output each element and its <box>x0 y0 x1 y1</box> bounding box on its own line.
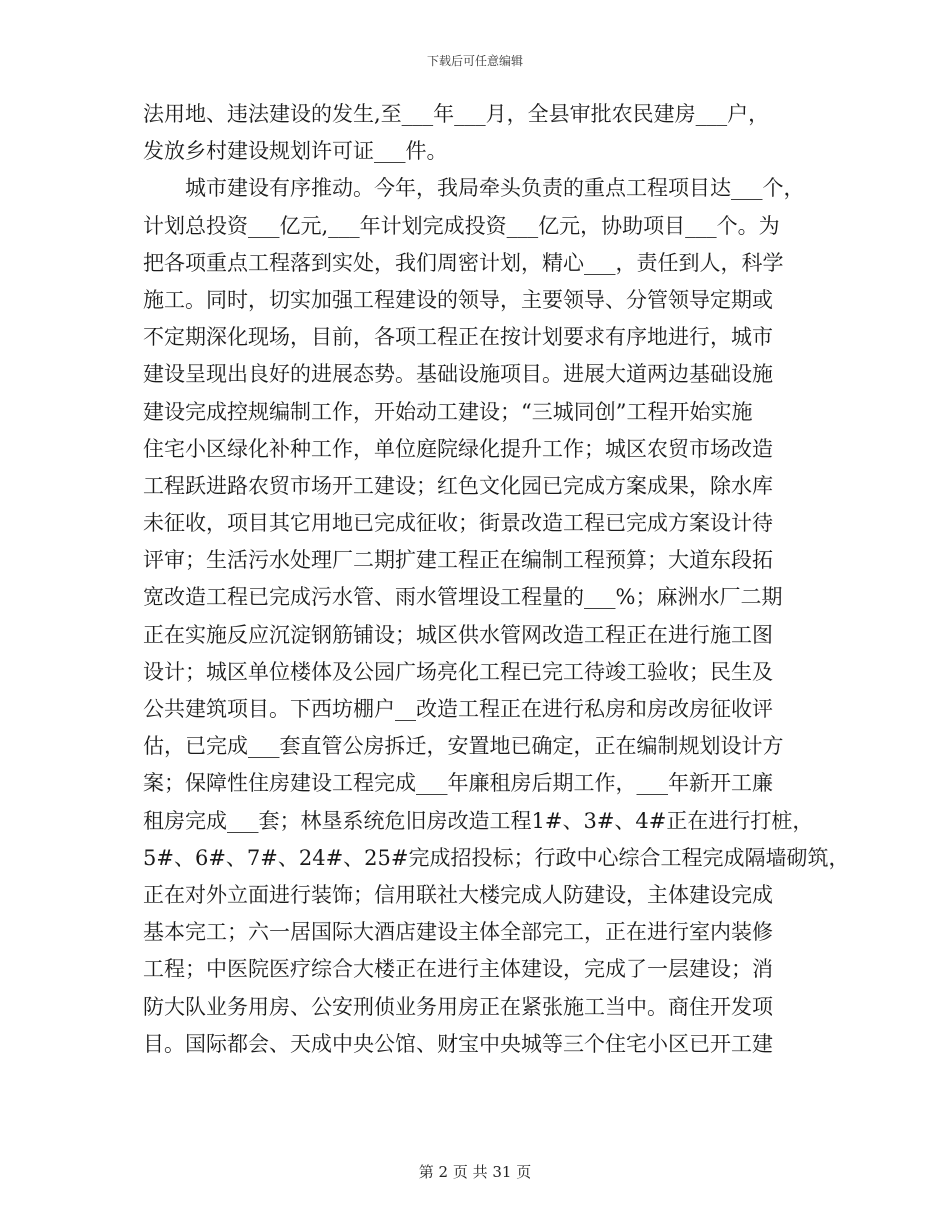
text-line: 正在实施反应沉淀钢筋铺设；城区供水管网改造工程正在进行施工图 <box>143 622 773 647</box>
text-line: 租房完成___套；林垦系统危旧房改造工程1#、3#、4#正在进行打桩， <box>143 808 814 833</box>
text-line: 5#、6#、7#、24#、25#完成招投标；行政中心综合工程完成隔墙砌筑， <box>143 845 850 870</box>
text-line: 工程；中医院医疗综合大楼正在进行主体建设，完成了一层建设；消 <box>143 957 773 982</box>
document-body <box>143 96 850 1063</box>
text-line: 防大队业务用房、公安刑侦业务用房正在紧张施工当中。商住开发项 <box>143 994 773 1019</box>
text-line: 宽改造工程已完成污水管、雨水管埋设工程量的___%；麻洲水厂二期 <box>143 585 783 610</box>
text-line: 施工。同时，切实加强工程建设的领导，主要领导、分管领导定期或 <box>143 287 773 312</box>
text-line: 未征收，项目其它用地已完成征收；街景改造工程已完成方案设计待 <box>143 511 773 536</box>
text-line: 法用地、违法建设的发生,至___年___月，全县审批农民建房___户， <box>143 102 770 126</box>
text-line: 设计；城区单位楼体及公园广场亮化工程已完工待竣工验收；民生及 <box>143 659 773 684</box>
page-header: 下载后可任意编辑 <box>426 54 523 68</box>
text-line: 建设完成控规编制工作，开始动工建设；“三城同创”工程开始实施 <box>143 399 753 424</box>
text-line: 估，已完成___套直管公房拆迁，安置地已确定，正在编制规划设计方 <box>143 734 784 759</box>
text-line: 发放乡村建设规划许可证___件。 <box>143 139 448 164</box>
text-line: 基本完工；六一居国际大酒店建设主体全部完工，正在进行室内装修 <box>143 920 773 945</box>
text-line: 评审；生活污水处理厂二期扩建工程正在编制工程预算；大道东段拓 <box>143 548 773 573</box>
text-line: 目。国际都会、天成中央公馆、财宝中央城等三个住宅小区已开工建 <box>143 1031 773 1056</box>
text-line: 工程跃进路农贸市场开工建设；红色文化园已完成方案成果，除水库 <box>143 473 773 498</box>
page-number: 第 2 页 共 31 页 <box>418 1163 532 1181</box>
text-line: 不定期深化现场，目前，各项工程正在按计划要求有序地进行，城市 <box>143 325 773 350</box>
text-line: 建设呈现出良好的进展态势。基础设施项目。进展大道两边基础设施 <box>143 362 773 387</box>
text-line: 城市建设有序推动。今年，我局牵头负责的重点工程项目达___个， <box>143 176 805 201</box>
text-line: 把各项重点工程落到实处，我们周密计划，精心___，责任到人，科学 <box>143 250 784 275</box>
text-line: 计划总投资___亿元,___年计划完成投资___亿元，协助项目___个。为 <box>143 213 780 238</box>
text-line: 案；保障性住房建设工程完成___年廉租房后期工作，___年新开工廉 <box>143 771 773 796</box>
text-line: 正在对外立面进行装饰；信用联社大楼完成人防建设，主体建设完成 <box>143 882 773 907</box>
text-line: 住宅小区绿化补种工作，单位庭院绿化提升工作；城区农贸市场改造 <box>143 436 773 461</box>
text-line: 公共建筑项目。下西坊棚户__改造工程正在进行私房和房改房征收评 <box>143 697 773 721</box>
